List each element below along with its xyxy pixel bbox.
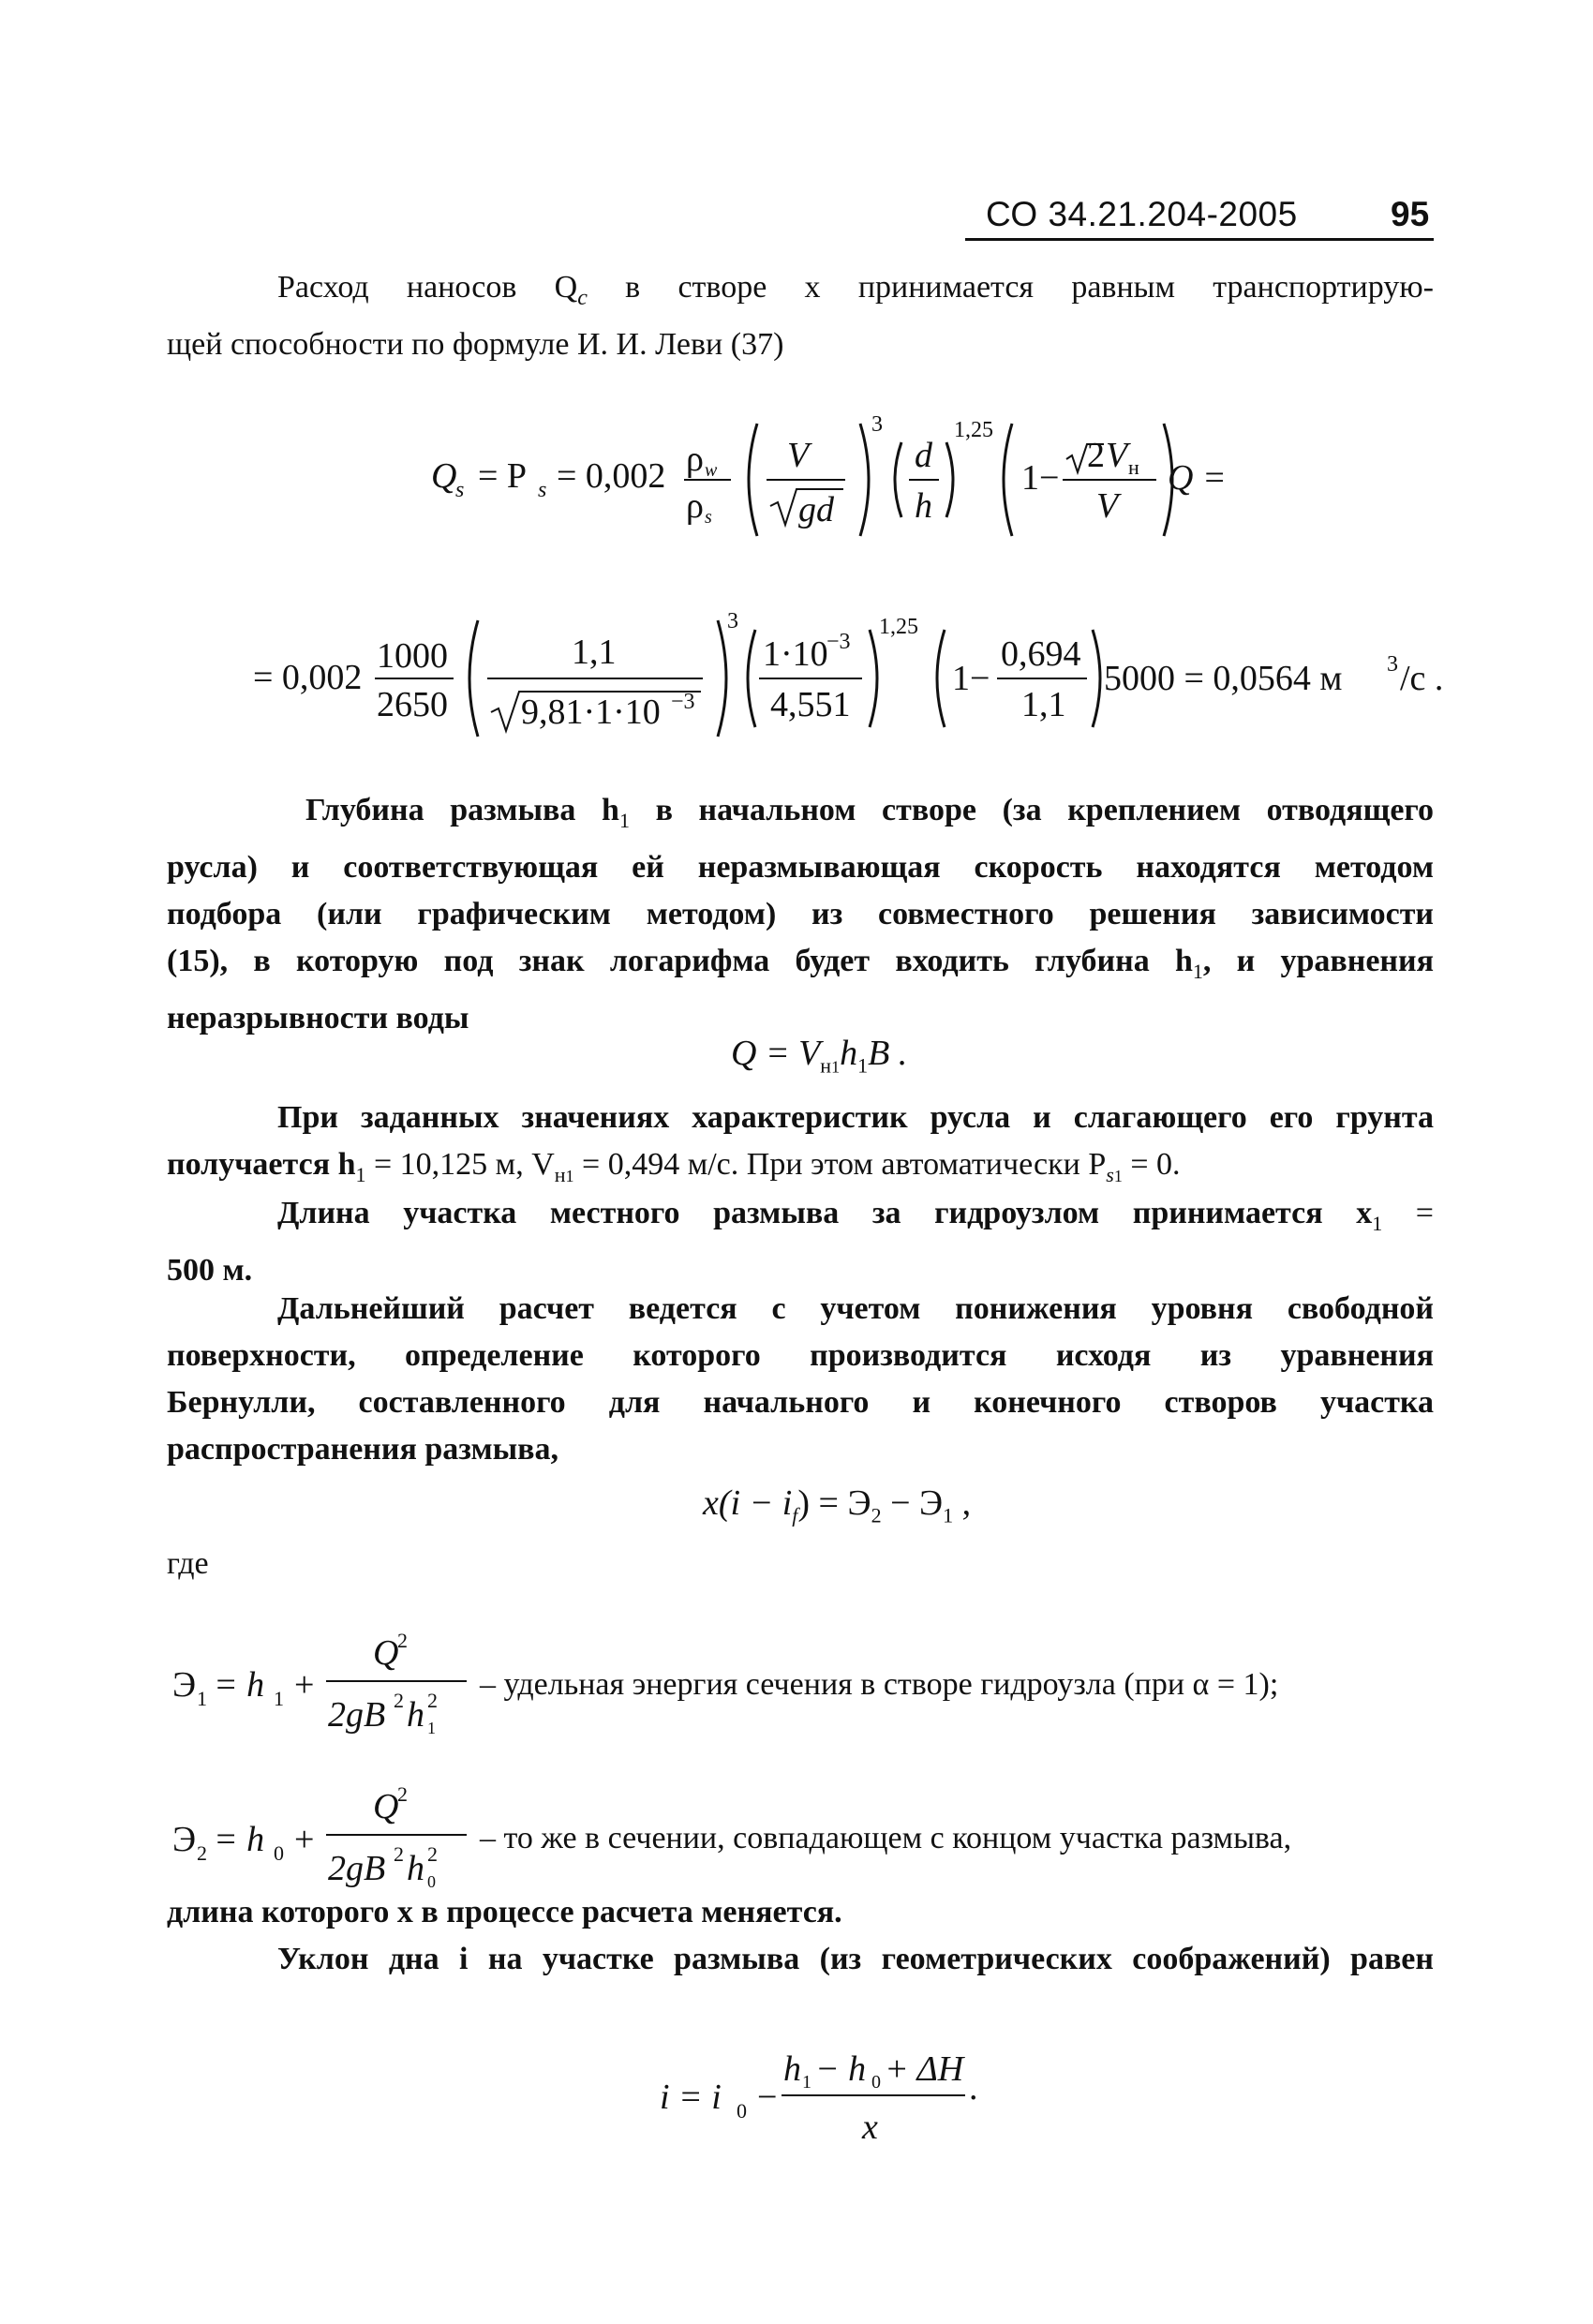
subscript: s xyxy=(1106,1162,1114,1186)
formula-exponent: 2 xyxy=(397,1782,408,1806)
text-fragment: в начальном створе (за креплением отводящего xyxy=(629,793,1434,827)
formula-subscript: s xyxy=(455,478,465,502)
formula-text: − h xyxy=(815,2049,867,2089)
formula-text: . xyxy=(969,2068,978,2108)
formula-text: /с . xyxy=(1400,659,1444,698)
document-code: СО 34.21.204-2005 xyxy=(986,195,1298,233)
formula-text: Э xyxy=(172,1665,197,1705)
paragraph-line: При заданных значениях характеристик русла и слагающего его грунта xyxy=(277,1100,1434,1135)
text-fragment: = 0,494 м/с. При этом автоматически P xyxy=(573,1147,1107,1182)
formula-text: 1,1 xyxy=(572,633,617,672)
formula-text: = h xyxy=(214,1665,265,1705)
formula-exponent: 3 xyxy=(871,412,883,437)
text-fragment: Длина участка местного размыва за гидроузлом принимается x xyxy=(277,1196,1373,1230)
formula-text: = 0,002 xyxy=(557,456,666,496)
formula-exponent: 2 xyxy=(394,1842,404,1866)
formula-text: V xyxy=(787,436,810,475)
paragraph-line: распространения размыва, xyxy=(167,1432,559,1467)
formula-text: h xyxy=(783,2049,801,2089)
formula-exponent: 2 xyxy=(427,1842,438,1866)
formula-subscript: 0 xyxy=(427,1872,436,1891)
formula-subscript: 0 xyxy=(871,2072,881,2093)
formula-subscript: f xyxy=(792,1503,798,1527)
formula-subscript: 0 xyxy=(737,2099,747,2123)
text-fragment: = xyxy=(1382,1196,1434,1230)
formula-text: , xyxy=(953,1483,972,1523)
formula-text: h xyxy=(407,1849,424,1888)
formula-text: Q xyxy=(373,1633,399,1673)
formula-exponent: 3 xyxy=(727,609,738,633)
page-number: 95 xyxy=(1391,195,1430,233)
formula-exponent: 1,25 xyxy=(954,418,993,442)
subscript: 1 xyxy=(1372,1211,1383,1235)
formula-text: 2gB xyxy=(328,1849,386,1888)
paragraph-line: подбора (или графическим методом) из совместного решения зависимости xyxy=(167,896,1434,931)
formula-text: ρ xyxy=(686,486,704,526)
formula-exponent: −3 xyxy=(826,630,851,654)
formula-text: 9,81·1·10 xyxy=(521,693,661,732)
where-label: где xyxy=(167,1546,209,1581)
subscript: 1 xyxy=(1192,959,1203,983)
formula-subscript: 1 xyxy=(802,2072,811,2093)
formula-text: 1,1 xyxy=(1021,685,1066,724)
paragraph-line: щей способности по формуле И. И. Леви (37) xyxy=(167,326,784,362)
formula-subscript: н xyxy=(1128,455,1139,479)
formula-subscript: s xyxy=(538,478,547,502)
formula-subscript: 1 xyxy=(427,1719,436,1737)
subscript: 1 xyxy=(1113,1166,1123,1185)
formula-text: − xyxy=(757,2078,778,2117)
formula-text: Q xyxy=(431,456,457,496)
formula-text: ρ xyxy=(686,439,704,479)
formula-exponent: 1,25 xyxy=(879,615,918,639)
text-fragment: в створе x принимается равным транспортирую- xyxy=(587,270,1434,305)
formula-text: h xyxy=(407,1695,424,1735)
formula-text: x(i − i xyxy=(703,1483,793,1523)
formula-text: 2650 xyxy=(377,685,448,724)
subscript: 1 xyxy=(618,808,630,832)
formula-text: 5000 = 0,0564 м xyxy=(1104,659,1343,698)
formula-exponent: 2 xyxy=(427,1689,438,1712)
formula-text: Q = V xyxy=(731,1034,821,1073)
text-fragment: Расход наносов Q xyxy=(277,270,578,305)
formula-text: 1− xyxy=(1021,458,1060,498)
formula-subscript: s xyxy=(705,507,712,528)
formula-subscript: 2 xyxy=(871,1503,882,1527)
formula-subscript: 1 xyxy=(857,1053,869,1078)
paragraph-line: Бернулли, составленного для начального и конечного створов участка xyxy=(167,1385,1434,1420)
formula-text: 2 xyxy=(1087,436,1105,475)
subscript: 1 xyxy=(355,1162,366,1186)
formula-text: 1000 xyxy=(377,636,448,676)
formula-text: h xyxy=(840,1034,858,1073)
formula-text: 4,551 xyxy=(770,685,851,724)
text-fragment: = 10,125 м, V xyxy=(365,1147,555,1182)
formula-text: + ΔH xyxy=(885,2049,964,2089)
paragraph-bed-slope xyxy=(167,1936,1434,1983)
formula-subscript: 1 xyxy=(831,1057,841,1077)
formula-text: ) = Э xyxy=(797,1483,871,1523)
subscript: 1 xyxy=(565,1166,574,1185)
formula-text: V xyxy=(1106,436,1128,475)
formula-text: V xyxy=(1096,486,1119,526)
paragraph-line: неразрывности воды xyxy=(167,1000,469,1035)
formula-text: − Э xyxy=(881,1483,944,1523)
formula-exponent: −3 xyxy=(671,690,695,714)
formula-text: d xyxy=(915,436,932,475)
formula-text: = h xyxy=(214,1820,265,1859)
formula-text: B . xyxy=(868,1034,908,1073)
formula-text: 1·10 xyxy=(763,634,828,674)
formula-subscript: 1 xyxy=(274,1687,284,1710)
formula-text: 0,694 xyxy=(1001,634,1081,674)
formula-exponent: 3 xyxy=(1387,652,1398,677)
formula-text: 2gB xyxy=(328,1695,386,1735)
paragraph-line: 500 м. xyxy=(167,1252,253,1288)
formula-exponent: 2 xyxy=(394,1689,404,1712)
formula-subscript: н xyxy=(820,1053,832,1078)
text-fragment: Глубина размыва h xyxy=(305,793,619,827)
paragraph-line: длина которого x в процессе расчета меняется. xyxy=(167,1895,842,1929)
formula-text: i = i xyxy=(660,2078,722,2117)
formula-description: – удельная энергия сечения в створе гидроузла (при α = 1); xyxy=(480,1667,1279,1702)
text-fragment: (15), в которую под знак логарифма будет входить глубина h xyxy=(167,943,1193,978)
subscript: н xyxy=(554,1162,566,1186)
text-fragment: получается h xyxy=(167,1147,356,1182)
formula-text: = P xyxy=(478,456,528,496)
formula-text: 1− xyxy=(952,659,990,698)
formula-exponent: 2 xyxy=(397,1629,408,1652)
formula-subscript: 0 xyxy=(274,1841,284,1865)
formula-text: Э xyxy=(172,1820,197,1859)
formula-text: = 0,002 xyxy=(253,658,363,697)
text-fragment: = 0. xyxy=(1122,1147,1181,1182)
paragraph-line: поверхности, определение которого производится исходя из уравнения xyxy=(167,1338,1434,1373)
paragraph-length-note xyxy=(167,1889,1434,1936)
formula-text: gd xyxy=(798,490,834,529)
paragraph-line: Дальнейший расчет ведется с учетом понижения уровня свободной xyxy=(277,1291,1434,1326)
paragraph-line: Уклон дна i на участке размыва (из геометрических соображений) равен xyxy=(277,1942,1434,1976)
subscript: c xyxy=(577,285,588,310)
text-fragment: , и уравнения xyxy=(1202,943,1434,978)
formula-subscript: 1 xyxy=(943,1503,954,1527)
formula-text: + xyxy=(294,1665,315,1705)
formula-description: – то же в сечении, совпадающем с концом участка размыва, xyxy=(480,1821,1292,1855)
formula-text: Q = xyxy=(1168,458,1227,498)
formula-text: + xyxy=(294,1820,315,1859)
formula-subscript: 1 xyxy=(197,1687,207,1710)
formula-subscript: 2 xyxy=(197,1841,207,1865)
formula-text: Q xyxy=(373,1787,399,1826)
formula-text: h xyxy=(915,486,932,526)
paragraph-line: русла) и соответствующая ей неразмывающая скорость находятся методом xyxy=(167,849,1434,885)
formula-subscript: w xyxy=(705,460,718,481)
formula-text: x xyxy=(862,2108,878,2147)
